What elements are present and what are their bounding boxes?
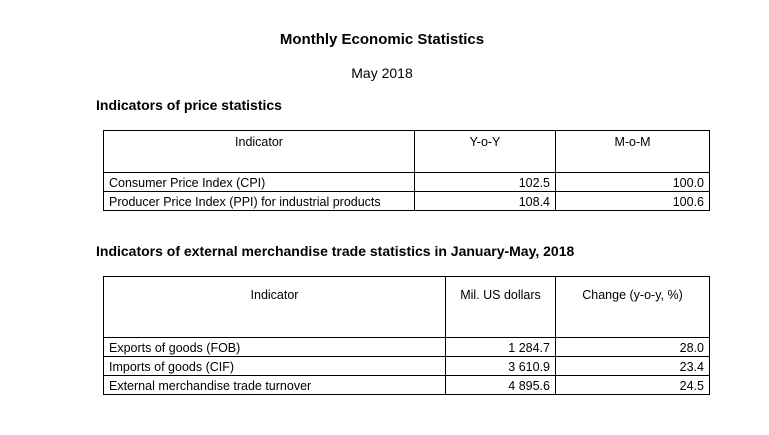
change-cell: 28.0: [556, 338, 710, 357]
table-row: [104, 357, 710, 376]
change-cell: 23.4: [556, 357, 710, 376]
column-header-indicator: Indicator: [104, 131, 415, 173]
indicator-cell: Consumer Price Index (CPI): [104, 173, 415, 192]
indicator-cell: Imports of goods (CIF): [104, 357, 446, 376]
indicator-cell: Exports of goods (FOB): [104, 338, 446, 357]
indicator-cell: External merchandise trade turnover: [104, 376, 446, 395]
yoy-cell: 102.5: [415, 173, 556, 192]
value-cell: 4 895.6: [446, 376, 556, 395]
change-cell: 24.5: [556, 376, 710, 395]
table-row: [104, 338, 710, 357]
trade-statistics-table: [103, 276, 710, 395]
table-header-row: [104, 131, 710, 173]
indicator-cell: Producer Price Index (PPI) for industrial products: [104, 192, 415, 211]
page-title: Monthly Economic Statistics: [279, 31, 485, 48]
table-row: [104, 173, 710, 192]
trade-section-heading: Indicators of external merchandise trade statistics in January-May, 2018: [96, 243, 575, 259]
price-statistics-table: [103, 130, 710, 211]
yoy-cell: 108.4: [415, 192, 556, 211]
column-header-yoy: Y-o-Y: [415, 131, 556, 173]
table-header-row: [104, 277, 710, 338]
column-header-change: Change (y-o-y, %): [556, 277, 710, 338]
value-cell: 1 284.7: [446, 338, 556, 357]
column-header-mom: M-o-M: [556, 131, 710, 173]
mom-cell: 100.0: [556, 173, 710, 192]
report-period: May 2018: [351, 65, 413, 81]
table-row: [104, 192, 710, 211]
price-section-heading: Indicators of price statistics: [96, 97, 282, 113]
mom-cell: 100.6: [556, 192, 710, 211]
column-header-indicator: Indicator: [104, 277, 446, 338]
column-header-value: Mil. US dollars: [446, 277, 556, 338]
value-cell: 3 610.9: [446, 357, 556, 376]
table-row: [104, 376, 710, 395]
